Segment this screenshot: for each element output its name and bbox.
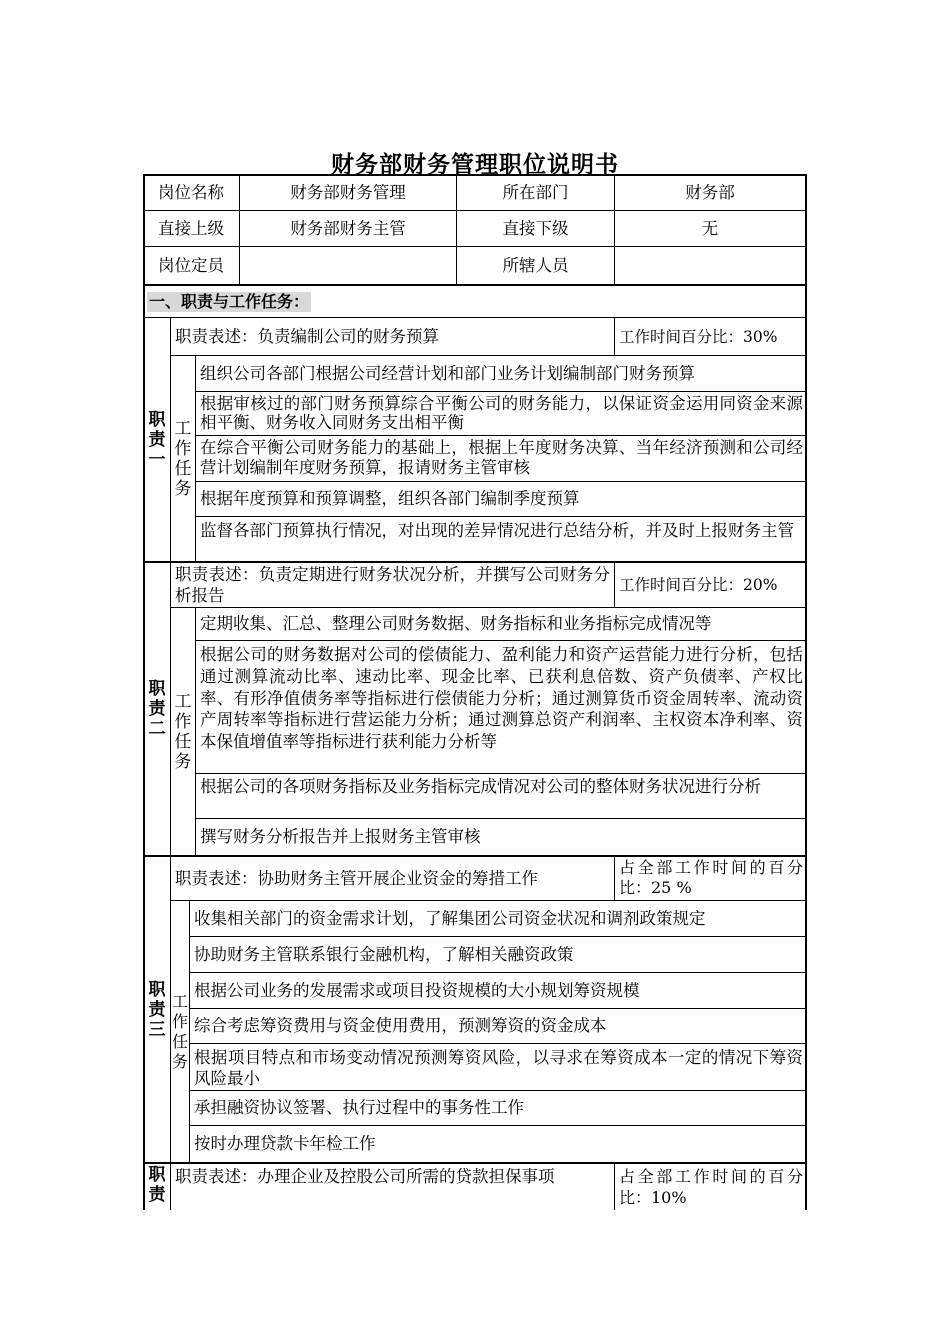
department-label: 所在部门 — [502, 183, 569, 202]
duty-3-task-3: 根据公司业务的发展需求或项目投资规模的大小规划筹资规模 — [194, 980, 640, 1000]
duty-3-task-1: 收集相关部门的资金需求计划，了解集团公司资金状况和调剂政策规定 — [194, 908, 706, 928]
position-name-label: 岗位名称 — [158, 183, 224, 202]
duty-4-time: 占全部工作时间的百分比：10% — [619, 1167, 803, 1207]
headcount-label: 岗位定员 — [158, 255, 224, 275]
page-title: 财务部财务管理职位说明书 — [331, 152, 619, 178]
duty-2-task-1: 定期收集、汇总、整理公司财务数据、财务指标和业务指标完成情况等 — [200, 614, 712, 633]
section-title: 一、职责与工作任务： — [145, 288, 545, 316]
duty-1-statement: 职责表述：负责编制公司的财务预算 — [175, 326, 439, 346]
duty-2-label: 职责二 — [148, 679, 166, 739]
managed-label: 所辖人员 — [502, 255, 569, 275]
duty-3-label: 职责三 — [148, 979, 166, 1040]
headcount-value — [240, 247, 456, 284]
position-name-value: 财务部财务管理 — [290, 183, 406, 202]
duty-1-task-5: 监督各部门预算执行情况，对出现的差异情况进行总结分析，并及时上报财务主管 — [200, 521, 794, 540]
duty-3-task-5: 根据项目特点和市场变动情况预测筹资风险，以寻求在筹资成本一定的情况下筹资风险最小 — [194, 1048, 803, 1088]
duty-3-task-2: 协助财务主管联系银行金融机构，了解相关融资政策 — [194, 944, 574, 964]
duty-2-statement: 职责表述：负责定期进行财务状况分析，并撰写公司财务分析报告 — [175, 565, 610, 605]
managed-value — [615, 247, 805, 284]
duty-4-label: 职责 — [148, 1165, 166, 1205]
duty-3-task-6: 承担融资协议签署、执行过程中的事务性工作 — [194, 1098, 524, 1117]
duty-3-task-label: 工作任务 — [172, 991, 189, 1071]
duty-3-time: 占全部工作时间的百分比：25 % — [619, 858, 803, 897]
superior-value: 财务部财务主管 — [290, 218, 406, 238]
duty-1-task-label: 工作任务 — [174, 418, 192, 499]
duty-2-time: 工作时间百分比：20% — [619, 576, 778, 594]
department-value: 财务部 — [685, 183, 735, 202]
superior-label: 直接上级 — [158, 218, 224, 238]
duty-1-task-1: 组织公司各部门根据公司经营计划和部门业务计划编制部门财务预算 — [200, 363, 695, 383]
duty-1-task-3: 在综合平衡公司财务能力的基础上，根据上年度财务决算、当年经济预测和公司经营计划编制年度财务预算，报请财务主管审核 — [200, 438, 803, 477]
duty-3-task-7: 按时办理贷款卡年检工作 — [194, 1134, 376, 1153]
duty-3-statement: 职责表述：协助财务主管开展企业资金的筹措工作 — [175, 868, 538, 888]
duty-4-statement: 职责表述：办理企业及控股公司所需的贷款担保事项 — [175, 1167, 555, 1186]
duty-2-task-label: 工作任务 — [174, 691, 192, 772]
subordinate-label: 直接下级 — [502, 218, 569, 238]
duty-1-label: 职责一 — [148, 409, 166, 470]
duty-2-task-4: 撰写财务分析报告并上报财务主管审核 — [200, 827, 481, 846]
duty-1-task-4: 根据年度预算和预算调整，组织各部门编制季度预算 — [200, 489, 580, 508]
duty-3-task-4: 综合考虑筹资费用与资金使用费用，预测筹资的资金成本 — [194, 1016, 607, 1035]
duty-2-task-3: 根据公司的各项财务指标及业务指标完成情况对公司的整体财务状况进行分析 — [200, 777, 761, 796]
duty-1-time: 工作时间百分比：30% — [619, 327, 778, 346]
subordinate-value: 无 — [701, 218, 719, 238]
duty-1-task-2: 根据审核过的部门财务预算综合平衡公司的财务能力，以保证资金运用同资金来源相平衡、财务收入同财务支出相平衡 — [200, 394, 803, 432]
duty-2-task-2: 根据公司的财务数据对公司的偿债能力、盈利能力和资产运营能力进行分析，包括通过测算流动比率、速动比率、现金比率、已获利息倍数、资产负债率、产权比率、有形净值债务率等指标进行偿债能力分析；通过测算货币资金周转率、流动资产周转率等指标进行营运能力分析；通过测算总资产利润率、主权资本净利率、资本保值增值率等指标进行获利能力分析等 — [200, 645, 803, 752]
